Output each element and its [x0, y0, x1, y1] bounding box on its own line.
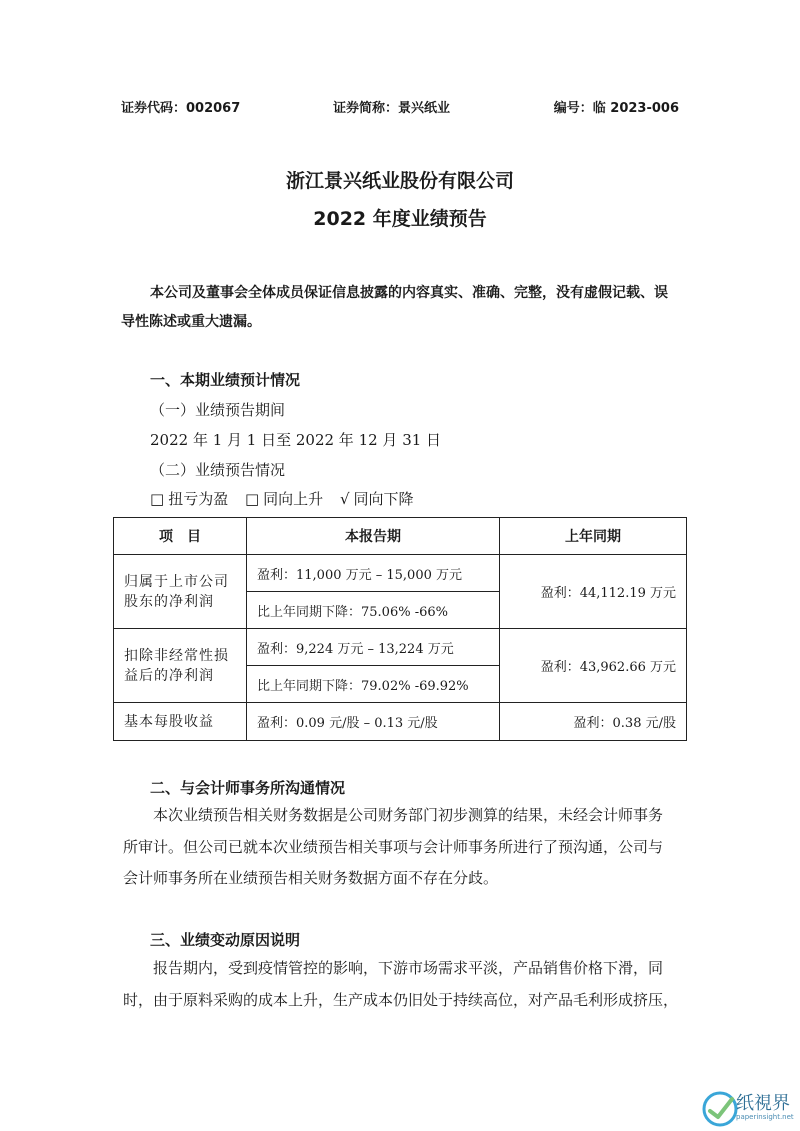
option-decrease: √ 同向下降 — [339, 490, 414, 508]
row-item — [114, 629, 247, 703]
watermark-url: paperinsight.net — [736, 1113, 794, 1121]
previous-value: 盈利：0.38 元/股 — [500, 703, 687, 741]
section3-body — [123, 953, 683, 1016]
current-change: 比上年同期下降：79.02% -69.92% — [247, 666, 500, 703]
section2-line: 本次业绩预告相关财务数据是公司财务部门初步测算的结果，未经会计师事务 — [153, 806, 664, 824]
statement-line-1: 本公司及董事会全体成员保证信息披露的内容真实、准确、完整，没有虚假记载、误 — [150, 285, 668, 301]
stock-code: 证券代码：002067 — [121, 101, 241, 116]
item-line: 益后的净利润 — [124, 667, 214, 684]
item-line: 扣除非经常性损 — [124, 647, 229, 664]
header-item: 项 目 — [114, 518, 247, 555]
forecast-options — [150, 488, 414, 509]
table-row — [114, 555, 687, 592]
forecast-table — [113, 517, 687, 741]
option-turnaround: □ 扭亏为盈 — [150, 490, 229, 508]
checkbox-icon: □ — [150, 490, 165, 508]
table-header-row — [114, 518, 687, 555]
item-line: 股东的净利润 — [124, 593, 214, 610]
section3-line: 时，由于原料采购的成本上升，生产成本仍旧处于持续高位，对产品毛利形成挤压， — [123, 990, 679, 1009]
table-row — [114, 703, 687, 741]
statement-line-2: 导性陈述或重大遗漏。 — [121, 314, 261, 330]
current-value: 盈利：9,224 万元 – 13,224 万元 — [247, 629, 500, 666]
current-change: 比上年同期下降：75.06% -66% — [247, 592, 500, 629]
table-row — [114, 629, 687, 666]
header-current: 本报告期 — [247, 518, 500, 555]
announcement-number: 编号：临 2023-006 — [553, 101, 679, 116]
row-item — [114, 555, 247, 629]
section1-sub2: （二）业绩预告情况 — [150, 461, 286, 479]
header-previous: 上年同期 — [500, 518, 687, 555]
section3-heading: 三、业绩变动原因说明 — [150, 931, 301, 949]
paperinsight-watermark — [700, 1085, 800, 1131]
checkmark-icon: √ — [339, 490, 350, 508]
item-line: 归属于上市公司 — [124, 573, 229, 590]
section1-heading: 一、本期业绩预计情况 — [150, 371, 301, 389]
section1-sub1: （一）业绩预告期间 — [150, 401, 286, 419]
section2-line: 会计师事务所在业绩预告相关财务数据方面不存在分歧。 — [123, 869, 499, 887]
current-value: 盈利：0.09 元/股 – 0.13 元/股 — [247, 703, 500, 741]
section2-body — [123, 800, 683, 895]
watermark-name: 纸視界 — [736, 1093, 790, 1114]
previous-value: 盈利：43,962.66 万元 — [500, 629, 687, 703]
previous-value: 盈利：44,112.19 万元 — [500, 555, 687, 629]
section2-heading: 二、与会计师事务所沟通情况 — [150, 779, 346, 797]
section3-line: 报告期内，受到疫情管控的影响，下游市场需求平淡，产品销售价格下滑，同 — [153, 959, 664, 977]
row-item: 基本每股收益 — [114, 703, 247, 741]
forecast-period: 2022 年 1 月 1 日至 2022 年 12 月 31 日 — [150, 431, 442, 449]
option-increase: □ 同向上升 — [244, 490, 324, 508]
section2-line: 所审计。但公司已就本次业绩预告相关事项与会计师事务所进行了预沟通，公司与 — [123, 837, 664, 856]
stock-short-name: 证券简称：景兴纸业 — [333, 101, 451, 116]
report-title: 2022 年度业绩预告 — [313, 208, 487, 230]
paperinsight-logo-icon — [700, 1089, 740, 1129]
checkbox-icon: □ — [244, 490, 260, 508]
current-value: 盈利：11,000 万元 – 15,000 万元 — [247, 555, 500, 592]
company-title: 浙江景兴纸业股份有限公司 — [285, 170, 514, 192]
